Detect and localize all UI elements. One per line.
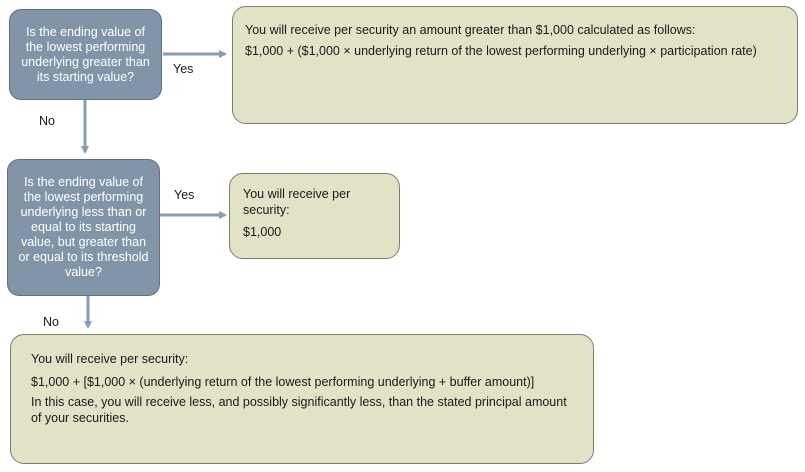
no-label-1: No [39, 114, 55, 128]
outcome-1-line-2: $1,000 + ($1,000 × underlying return of the lowest performing underlying × participation rate) [245, 44, 757, 58]
no-label-2: No [43, 315, 59, 329]
outcome-3-line-1: You will receive per security: [31, 352, 189, 366]
outcome-2-line-1: You will receive per security: [243, 187, 351, 217]
outcome-3-box [10, 334, 594, 464]
outcome-2-box [229, 173, 400, 259]
outcome-2-line-2: $1,000 [243, 225, 282, 239]
outcome-3-line-2: $1,000 + [$1,000 × (underlying return of the lowest performing underlying + buffer amount)] [31, 375, 535, 389]
question-2-text: Is the ending value of the lowest performing underlying less than or equal to its starting value, but greater than or equal to its threshold value? [18, 175, 149, 279]
question-1-box [9, 9, 162, 100]
yes-label-1: Yes [173, 62, 194, 76]
question-2-box [7, 159, 160, 296]
question-1-text: Is the ending value of the lowest performing underlying greater than its starting value? [21, 24, 150, 84]
outcome-3-line-3: In this case, you will receive less, and possibly significantly less, than the stated principal amount of your securities. [31, 395, 567, 425]
yes-label-2: Yes [174, 188, 195, 202]
outcome-1-line-1: You will receive per security an amount greater than $1,000 calculated as follows: [245, 23, 696, 37]
outcome-1-box [232, 6, 798, 124]
